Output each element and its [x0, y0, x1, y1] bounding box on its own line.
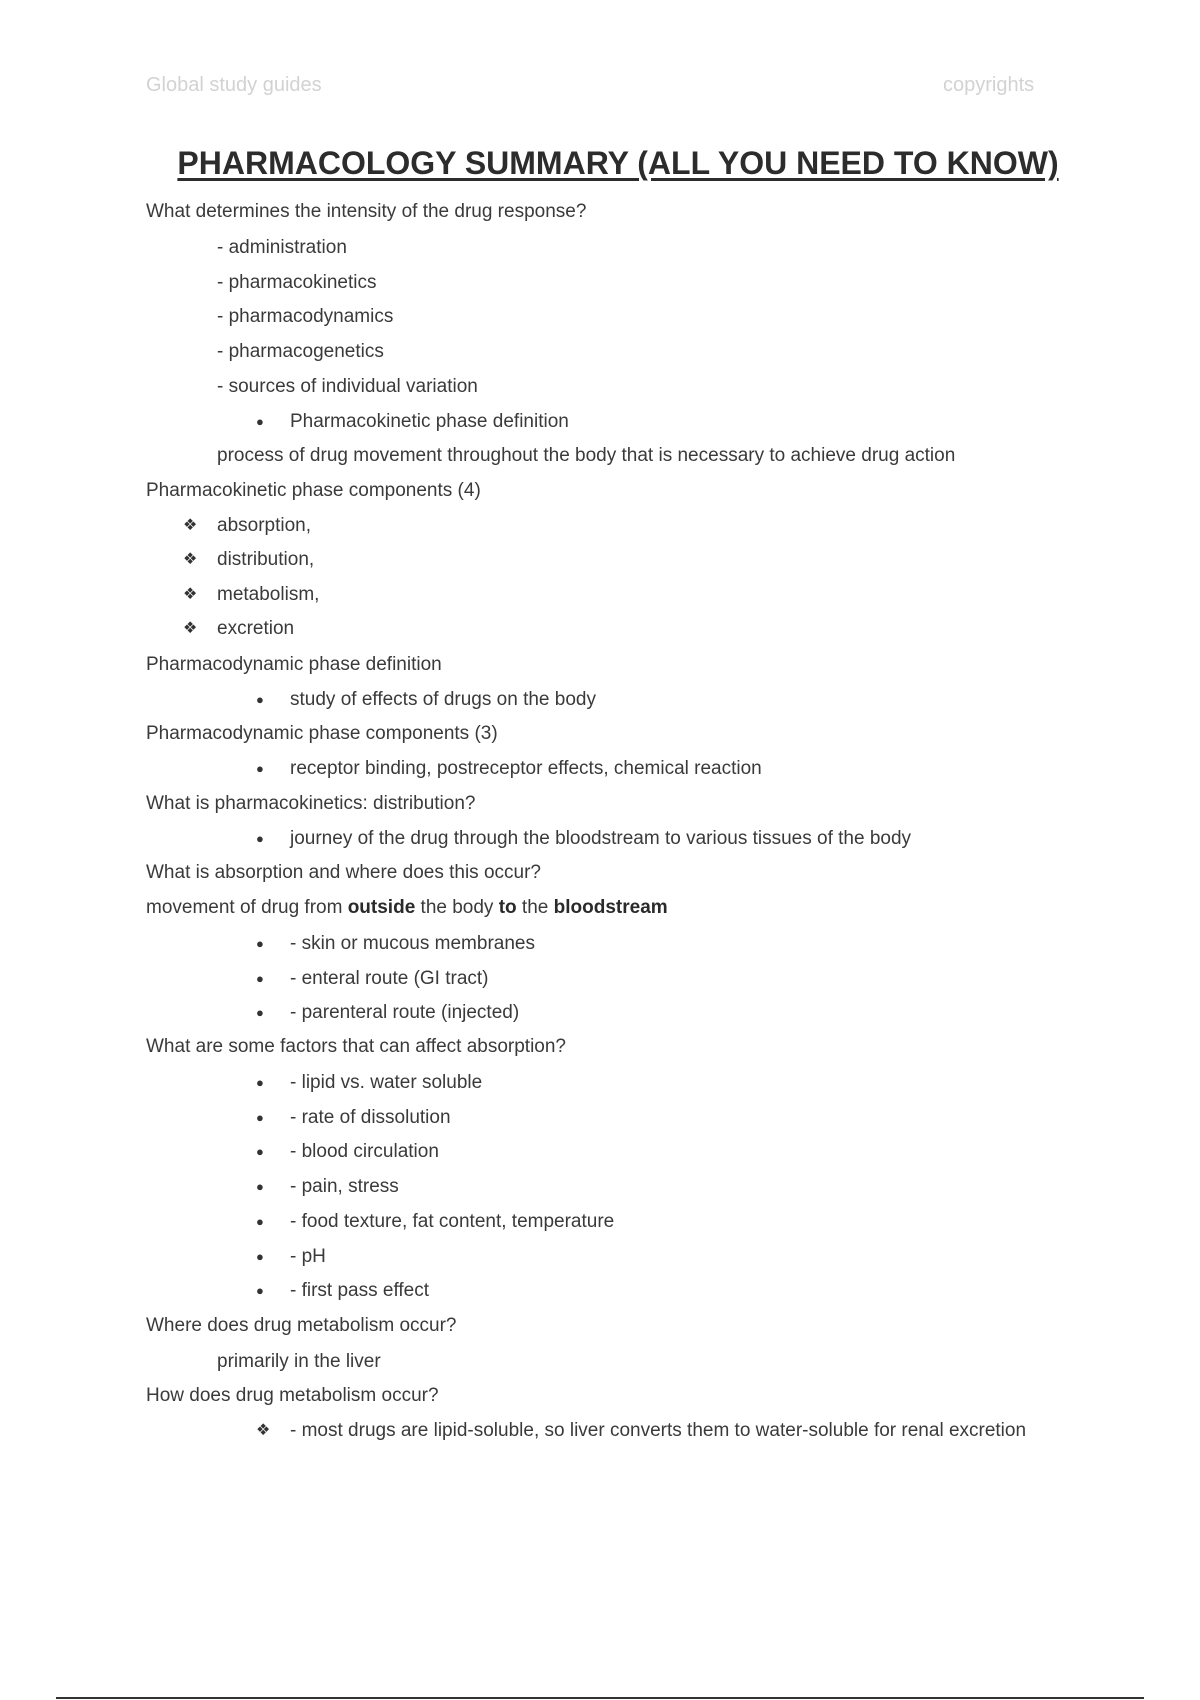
bullet-icon: ● — [256, 1283, 264, 1298]
list-item: - skin or mucous membranes — [290, 933, 535, 954]
bullet-icon: ● — [256, 1075, 264, 1090]
list-item: metabolism, — [217, 584, 320, 605]
bottom-divider — [56, 1697, 1144, 1699]
header-right: copyrights — [943, 74, 1035, 96]
list-item: absorption, — [217, 515, 312, 536]
pd-components-heading: Pharmacodynamic phase components (3) — [146, 723, 498, 744]
list-item: - pharmacokinetics — [217, 272, 377, 293]
bullet-icon: ● — [256, 1110, 264, 1125]
pd-components-text: receptor binding, postreceptor effects, chemical reaction — [290, 758, 762, 779]
pk-definition-text: process of drug movement throughout the body that is necessary to achieve drug action — [217, 445, 956, 466]
question-drug-response: What determines the intensity of the drug response? — [146, 201, 587, 222]
page-title: PHARMACOLOGY SUMMARY (ALL YOU NEED TO KNOW) — [177, 145, 1059, 181]
distribution-answer: journey of the drug through the bloodstream to various tissues of the body — [290, 828, 912, 849]
absorption-question: What is absorption and where does this occur? — [146, 862, 541, 883]
bullet-icon: ● — [256, 414, 264, 429]
absorption-answer-part: the — [516, 897, 554, 918]
list-item: - lipid vs. water soluble — [290, 1072, 483, 1093]
list-item: - pH — [290, 1246, 326, 1267]
list-item: - pharmacogenetics — [217, 341, 384, 362]
list-item: - enteral route (GI tract) — [290, 968, 489, 989]
bullet-icon: ● — [256, 831, 264, 846]
bullet-icon: ● — [256, 1179, 264, 1194]
list-item: - administration — [217, 237, 347, 258]
pk-components-heading: Pharmacokinetic phase components (4) — [146, 480, 481, 501]
list-item: excretion — [217, 618, 295, 639]
list-item: - pharmacodynamics — [217, 306, 394, 327]
metabolism-how-answer: - most drugs are lipid-soluble, so liver converts them to water-soluble for renal excretion — [290, 1420, 1027, 1441]
list-item: - sources of individual variation — [217, 376, 478, 397]
bullet-icon: ● — [256, 1249, 264, 1264]
pk-definition-heading: Pharmacokinetic phase definition — [290, 411, 569, 432]
diamond-bullet-icon: ❖ — [256, 1422, 271, 1439]
list-item: - blood circulation — [290, 1141, 439, 1162]
metabolism-where-question: Where does drug metabolism occur? — [146, 1315, 457, 1336]
list-item: - first pass effect — [290, 1280, 430, 1301]
distribution-question: What is pharmacokinetics: distribution? — [146, 793, 476, 814]
factors-question: What are some factors that can affect absorption? — [146, 1036, 566, 1057]
absorption-answer-part: movement of drug from — [146, 897, 348, 918]
bullet-icon: ● — [256, 936, 264, 951]
list-item: - pain, stress — [290, 1176, 399, 1197]
diamond-bullet-icon: ❖ — [183, 551, 198, 568]
bullet-icon: ● — [256, 761, 264, 776]
absorption-answer — [146, 897, 668, 919]
list-item: - food texture, fat content, temperature — [290, 1211, 615, 1232]
bullet-icon: ● — [256, 1214, 264, 1229]
list-item: - rate of dissolution — [290, 1107, 451, 1128]
bullet-icon: ● — [256, 692, 264, 707]
diamond-bullet-icon: ❖ — [183, 517, 198, 534]
pd-definition-heading: Pharmacodynamic phase definition — [146, 654, 442, 675]
pd-definition-text: study of effects of drugs on the body — [290, 689, 596, 710]
diamond-bullet-icon: ❖ — [183, 620, 198, 637]
header-left: Global study guides — [146, 74, 322, 96]
bullet-icon: ● — [256, 971, 264, 986]
list-item: - parenteral route (injected) — [290, 1002, 520, 1023]
absorption-answer-bold: bloodstream — [553, 897, 668, 918]
diamond-bullet-icon: ❖ — [183, 586, 198, 603]
absorption-answer-bold: outside — [347, 897, 416, 918]
bullet-icon: ● — [256, 1005, 264, 1020]
absorption-answer-bold: to — [498, 897, 517, 918]
metabolism-where-answer: primarily in the liver — [217, 1351, 381, 1372]
metabolism-how-question: How does drug metabolism occur? — [146, 1385, 439, 1406]
bullet-icon: ● — [256, 1144, 264, 1159]
list-item: distribution, — [217, 549, 315, 570]
absorption-answer-part: the body — [415, 897, 499, 918]
